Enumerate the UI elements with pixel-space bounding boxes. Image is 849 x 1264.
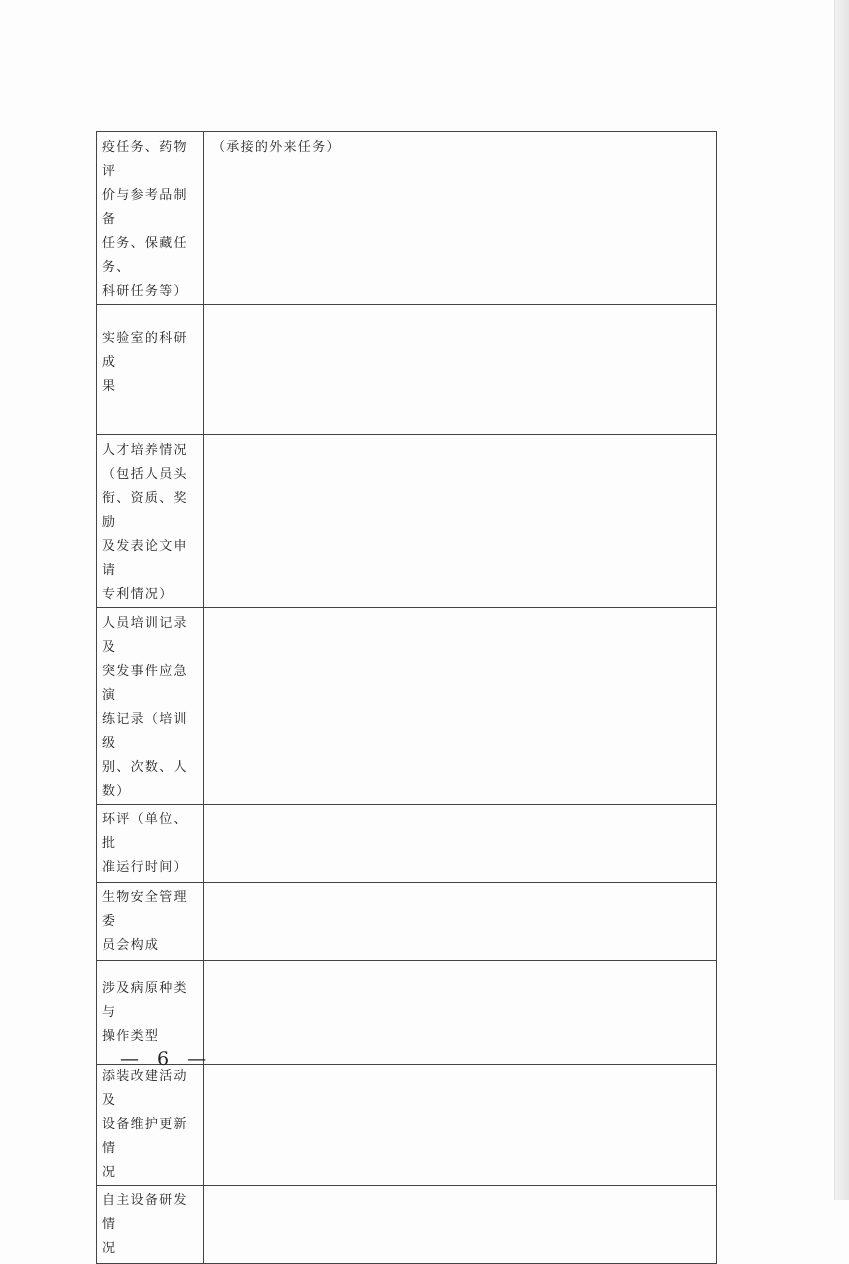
row-value	[204, 608, 716, 612]
row-value	[204, 435, 716, 439]
row-value-cell[interactable]	[204, 608, 717, 805]
row-label: 人才培养情况 （包括人员头 衔、资质、奖励 及发表论文申请 专利情况）	[102, 443, 188, 602]
row-label-cell	[97, 1065, 204, 1186]
row-value-cell[interactable]	[204, 805, 717, 883]
row-label-cell	[97, 435, 204, 608]
row-label: 涉及病原种类与 操作类型	[102, 980, 188, 1044]
table-row	[97, 435, 717, 608]
row-value	[204, 805, 716, 809]
page-number: — 6 —	[120, 1048, 213, 1070]
row-label-cell	[97, 305, 204, 435]
table-row	[97, 1065, 717, 1186]
row-value-cell[interactable]	[204, 1186, 717, 1264]
table-row	[97, 1186, 717, 1264]
row-label: 生物安全管理委 员会构成	[102, 889, 188, 953]
row-label: 实验室的科研成 果	[102, 330, 188, 394]
row-value	[204, 305, 716, 309]
row-label-cell	[97, 608, 204, 805]
row-value	[204, 961, 716, 965]
row-label-cell	[97, 132, 204, 305]
page-edge-shadow	[834, 0, 849, 1200]
row-value	[204, 1186, 716, 1190]
row-value-cell[interactable]	[204, 883, 717, 961]
row-label-cell	[97, 883, 204, 961]
row-label: 环评（单位、批 准运行时间）	[102, 811, 188, 875]
row-value-cell[interactable]	[204, 435, 717, 608]
row-value: （承接的外来任务）	[212, 140, 341, 155]
row-value-cell[interactable]	[204, 132, 717, 305]
row-value-cell[interactable]	[204, 305, 717, 435]
table-row	[97, 132, 717, 305]
row-label-cell	[97, 805, 204, 883]
row-label: 添装改建活动及 设备维护更新情 况	[102, 1069, 188, 1180]
table-row	[97, 305, 717, 435]
row-value	[204, 883, 716, 887]
row-label-cell	[97, 1186, 204, 1264]
row-value-cell[interactable]	[204, 961, 717, 1065]
row-label: 人员培训记录及 突发事件应急演 练记录（培训级 别、次数、人数）	[102, 616, 188, 799]
row-value	[204, 1065, 716, 1069]
table-row	[97, 805, 717, 883]
row-label: 自主设备研发情 况	[102, 1192, 188, 1256]
row-label: 疫任务、药物评 价与参考品制备 任务、保藏任务、 科研任务等）	[102, 140, 188, 299]
table-row	[97, 883, 717, 961]
record-form-table	[96, 131, 717, 1264]
row-value-cell[interactable]	[204, 1065, 717, 1186]
table-row	[97, 608, 717, 805]
